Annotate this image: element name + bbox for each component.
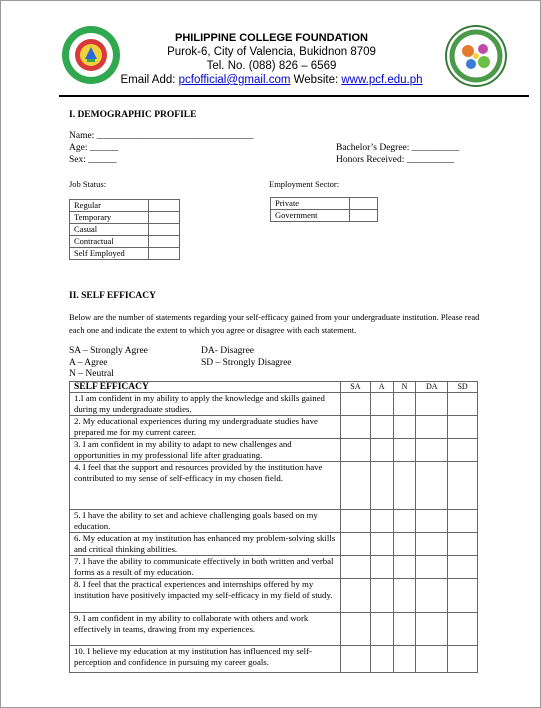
- rating-cell[interactable]: [416, 646, 448, 673]
- job-status-option: Regular: [70, 200, 149, 212]
- rating-cell[interactable]: [393, 462, 416, 510]
- bachelors-degree-field[interactable]: Bachelor’s Degree: __________: [336, 143, 460, 153]
- checkbox-cell[interactable]: [149, 236, 180, 248]
- rating-cell[interactable]: [341, 462, 371, 510]
- statement-row: [70, 510, 478, 533]
- legend-neutral: N – Neutral: [69, 369, 114, 379]
- statement-row: [70, 556, 478, 579]
- statement-row: [70, 439, 478, 462]
- rating-cell[interactable]: [448, 393, 478, 416]
- college-telephone: Tel. No. (088) 826 – 6569: [206, 60, 337, 72]
- job-status-option: Self Employed: [70, 248, 149, 260]
- statement-text: 8. I feel that the practical experiences and internships offered by my institution have positively impacted my self-efficacy in my field of study.: [70, 579, 341, 613]
- rating-cell[interactable]: [341, 556, 371, 579]
- rating-cell[interactable]: [370, 439, 393, 462]
- rating-cell[interactable]: [393, 556, 416, 579]
- rating-cell[interactable]: [448, 462, 478, 510]
- rating-cell[interactable]: [370, 556, 393, 579]
- rating-cell[interactable]: [393, 533, 416, 556]
- rating-cell[interactable]: [448, 556, 478, 579]
- rating-cell[interactable]: [448, 510, 478, 533]
- statement-text: 4. I feel that the support and resources provided by the institution have contributed to my sense of self-efficacy in my chosen field.: [70, 462, 341, 510]
- college-address: Purok-6, City of Valencia, Bukidnon 8709: [167, 46, 376, 58]
- job-status-option: Contractual: [70, 236, 149, 248]
- statement-text: 5. I have the ability to set and achieve challenging goals based on my education.: [70, 510, 341, 533]
- rating-cell[interactable]: [416, 439, 448, 462]
- college-name: PHILIPPINE COLLEGE FOUNDATION: [175, 32, 368, 44]
- statement-row: [70, 646, 478, 673]
- self-efficacy-table: [69, 381, 478, 673]
- rating-cell[interactable]: [341, 613, 371, 646]
- job-status-table: [69, 199, 180, 260]
- checkbox-cell[interactable]: [149, 200, 180, 212]
- legend-disagree: DA- Disagree: [201, 346, 255, 356]
- checkbox-cell[interactable]: [350, 210, 378, 222]
- rating-cell[interactable]: [416, 613, 448, 646]
- statement-text: 10. I believe my education at my institution has influenced my self-perception and confidence in pursuing my career goals.: [70, 646, 341, 673]
- rating-cell[interactable]: [416, 510, 448, 533]
- rating-cell[interactable]: [370, 533, 393, 556]
- honors-received-field[interactable]: Honors Received: __________: [336, 155, 455, 165]
- website-link[interactable]: www.pcf.edu.ph: [341, 74, 423, 86]
- rating-cell[interactable]: [341, 393, 371, 416]
- scale-header-a: A: [370, 382, 393, 393]
- rating-cell[interactable]: [416, 556, 448, 579]
- statement-text: 7. I have the ability to communicate effectively in both written and verbal forms as a result of my education.: [70, 556, 341, 579]
- name-field[interactable]: Name: _________________________________: [69, 131, 254, 141]
- letterhead: [1, 31, 541, 87]
- website-label: Website:: [290, 74, 342, 86]
- rating-cell[interactable]: [448, 579, 478, 613]
- rating-cell[interactable]: [341, 439, 371, 462]
- job-status-option: Casual: [70, 224, 149, 236]
- rating-cell[interactable]: [370, 510, 393, 533]
- rating-cell[interactable]: [370, 416, 393, 439]
- email-link[interactable]: pcfofficial@gmail.com: [178, 74, 291, 86]
- checkbox-cell[interactable]: [149, 212, 180, 224]
- statement-row: [70, 462, 478, 510]
- rating-cell[interactable]: [370, 462, 393, 510]
- checkbox-cell[interactable]: [350, 198, 378, 210]
- rating-cell[interactable]: [448, 646, 478, 673]
- rating-cell[interactable]: [393, 416, 416, 439]
- employment-sector-label: Employment Sector:: [269, 179, 340, 189]
- statement-row: [70, 579, 478, 613]
- header-divider: [59, 95, 529, 97]
- scale-header-sd: SD: [448, 382, 478, 393]
- rating-cell[interactable]: [448, 613, 478, 646]
- rating-cell[interactable]: [393, 579, 416, 613]
- job-status-row: [70, 248, 180, 260]
- self-efficacy-heading: II. SELF EFFICACY: [69, 291, 157, 301]
- rating-cell[interactable]: [341, 533, 371, 556]
- rating-cell[interactable]: [341, 646, 371, 673]
- email-label: Email Add:: [120, 74, 179, 86]
- age-field[interactable]: Age: ______: [69, 143, 119, 153]
- job-status-option: Temporary: [70, 212, 149, 224]
- statement-text: 9. I am confident in my ability to collaborate with others and work effectively in teams, drawing from my experiences.: [70, 613, 341, 646]
- instructions-paragraph: Below are the number of statements regarding your self-efficacy gained from your undergraduate institution. Please read each one and indicate the extent to which you agree or disagree with each statement.: [69, 312, 480, 335]
- rating-cell[interactable]: [341, 579, 371, 613]
- job-status-label: Job Status:: [69, 179, 107, 189]
- sector-option: Government: [271, 210, 350, 222]
- rating-cell[interactable]: [448, 533, 478, 556]
- rating-cell[interactable]: [393, 613, 416, 646]
- job-status-row: [70, 212, 180, 224]
- rating-cell[interactable]: [416, 462, 448, 510]
- legend-strongly-disagree: SD – Strongly Disagree: [201, 358, 292, 368]
- job-status-row: [70, 200, 180, 212]
- statement-text: 3. I am confident in my ability to adapt to new challenges and opportunities in my professional life after graduating.: [70, 439, 341, 462]
- scale-header-da: DA: [416, 382, 448, 393]
- employment-sector-table: [270, 197, 378, 222]
- rating-cell[interactable]: [416, 579, 448, 613]
- checkbox-cell[interactable]: [149, 248, 180, 260]
- rating-cell[interactable]: [448, 416, 478, 439]
- rating-cell[interactable]: [416, 393, 448, 416]
- rating-cell[interactable]: [370, 579, 393, 613]
- rating-cell[interactable]: [370, 646, 393, 673]
- scale-header-n: N: [393, 382, 416, 393]
- job-status-row: [70, 224, 180, 236]
- demographic-heading: I. DEMOGRAPHIC PROFILE: [69, 110, 197, 120]
- self-efficacy-header-row: [70, 382, 478, 393]
- sector-row: [271, 198, 378, 210]
- statement-row: [70, 613, 478, 646]
- rating-cell[interactable]: [370, 393, 393, 416]
- self-efficacy-table-title: SELF EFFICACY: [70, 382, 341, 393]
- rating-cell[interactable]: [370, 613, 393, 646]
- job-status-row: [70, 236, 180, 248]
- rating-cell[interactable]: [416, 533, 448, 556]
- statement-text: 6. My education at my institution has enhanced my problem-solving skills and critical thinking abilities.: [70, 533, 341, 556]
- rating-cell[interactable]: [341, 510, 371, 533]
- rating-cell[interactable]: [341, 416, 371, 439]
- contact-line: [1, 73, 541, 87]
- sector-row: [271, 210, 378, 222]
- legend-strongly-agree: SA – Strongly Agree: [69, 346, 148, 356]
- scale-header-sa: SA: [341, 382, 371, 393]
- checkbox-cell[interactable]: [149, 224, 180, 236]
- rating-cell[interactable]: [416, 416, 448, 439]
- statement-text: 2. My educational experiences during my undergraduate studies have prepared me for my current career.: [70, 416, 341, 439]
- rating-cell[interactable]: [393, 393, 416, 416]
- legend-agree: A – Agree: [69, 358, 108, 368]
- statement-text: 1.I am confident in my ability to apply the knowledge and skills gained during my undergraduate studies.: [70, 393, 341, 416]
- rating-cell[interactable]: [448, 439, 478, 462]
- rating-cell[interactable]: [393, 646, 416, 673]
- statement-row: [70, 393, 478, 416]
- sector-option: Private: [271, 198, 350, 210]
- statement-row: [70, 416, 478, 439]
- rating-cell[interactable]: [393, 439, 416, 462]
- rating-cell[interactable]: [393, 510, 416, 533]
- sex-field[interactable]: Sex: ______: [69, 155, 117, 165]
- statement-row: [70, 533, 478, 556]
